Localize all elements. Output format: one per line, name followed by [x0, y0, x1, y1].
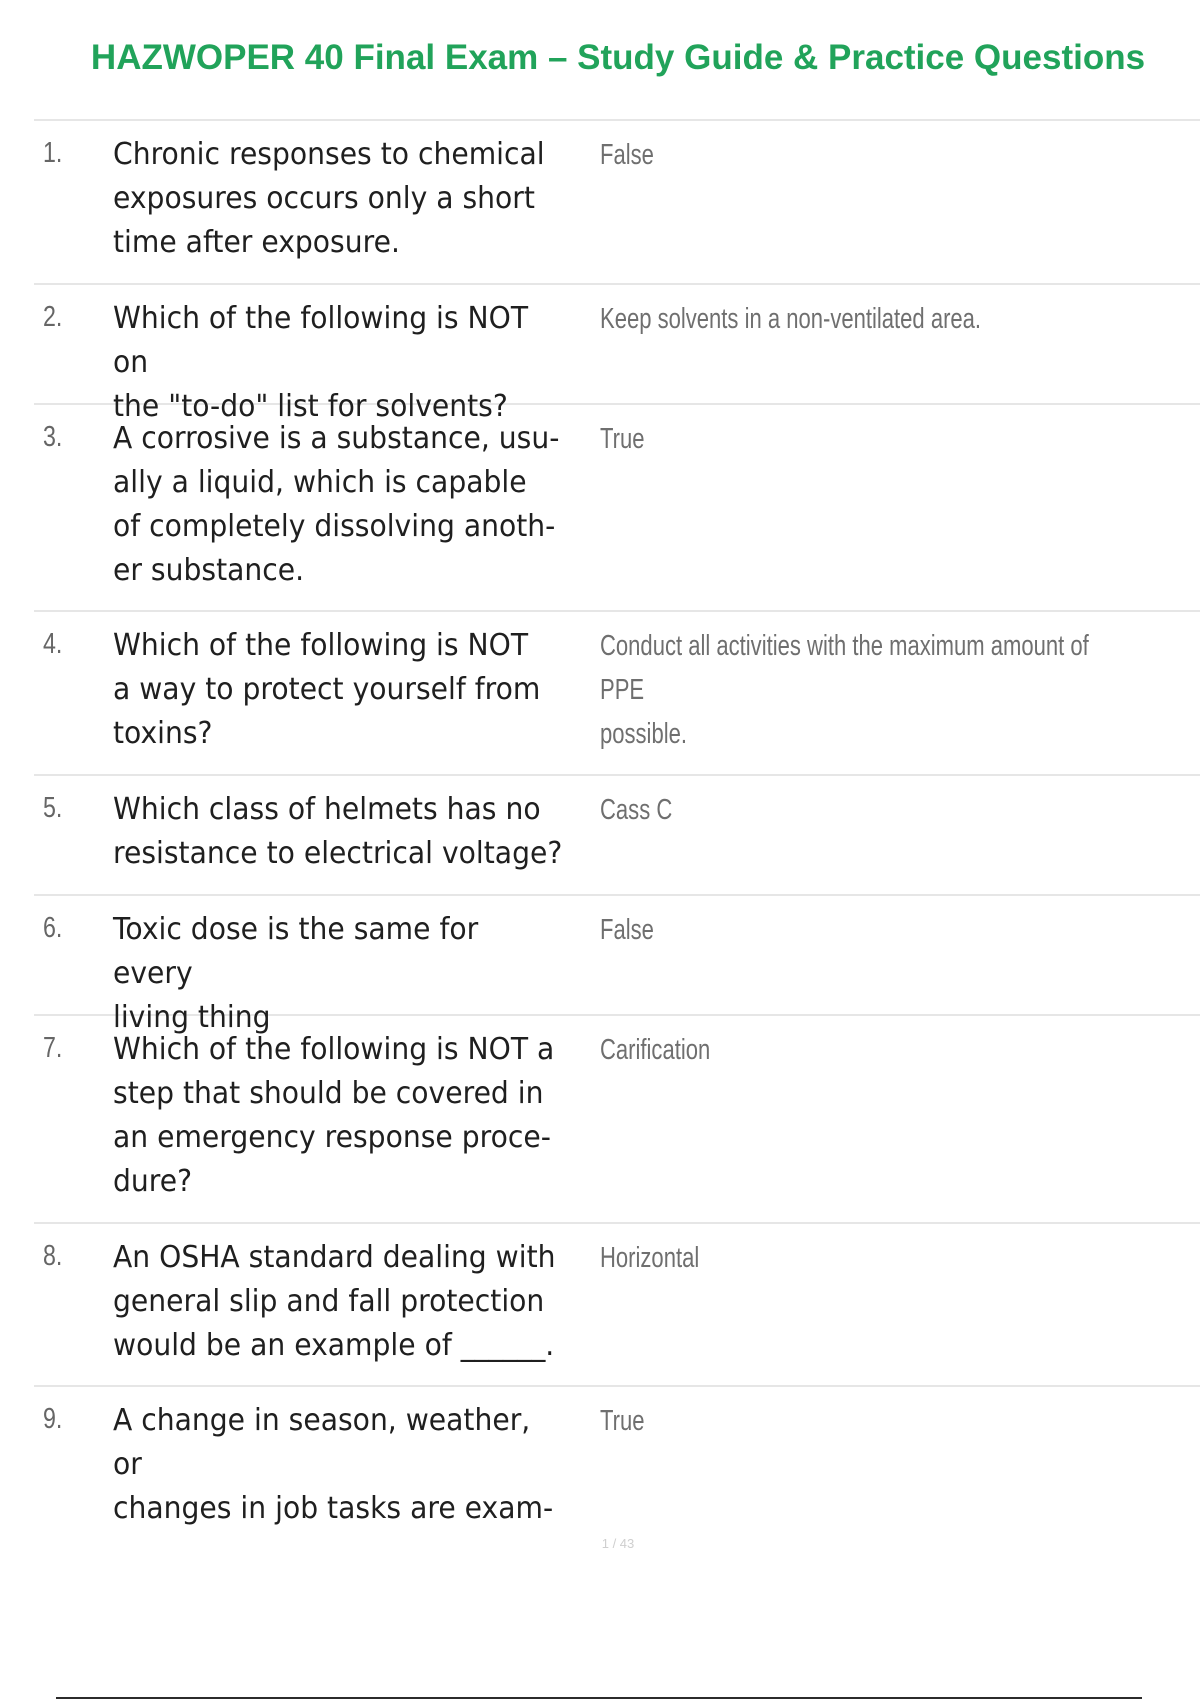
question-row-6 — [34, 896, 1200, 1035]
question-text: A corrosive is a substance, usu- ally a liquid, which is capable of completely dissolving anoth- er substance. — [113, 421, 560, 588]
answer-text: False — [600, 914, 654, 946]
question-number: 1. — [43, 137, 63, 169]
question-text: Which of the following is NOT on the "to-do" list for solvents? — [113, 301, 529, 424]
question-text: Toxic dose is the same for every living thing — [113, 912, 479, 1035]
question-list — [34, 121, 1200, 1526]
question-row-8 — [34, 1224, 1200, 1387]
question-number: 2. — [43, 301, 63, 333]
question-row-7 — [34, 1016, 1200, 1224]
question-number: 5. — [43, 792, 63, 824]
question-text: A change in season, weather, or changes in job tasks are exam- — [113, 1403, 554, 1526]
question-row-5 — [34, 776, 1200, 896]
question-number: 9. — [43, 1403, 63, 1435]
answer-text: Carification — [600, 1034, 711, 1066]
answer-text: False — [600, 139, 654, 171]
question-number: 7. — [43, 1032, 63, 1064]
question-text: An OSHA standard dealing with general slip and fall protection would be an example of ______. — [113, 1240, 556, 1363]
question-row-9 — [34, 1387, 1200, 1526]
answer-text: True — [600, 423, 645, 455]
answer-text: Cass C — [600, 794, 673, 826]
question-text: Chronic responses to chemical exposures occurs only a short time after exposure. — [113, 137, 545, 260]
question-text: Which of the following is NOT a step that should be covered in an emergency response proce- dure? — [113, 1032, 555, 1199]
question-row-1 — [34, 121, 1200, 285]
document-title: HAZWOPER 40 Final Exam – Study Guide & Practice Questions — [90, 38, 1146, 77]
question-number: 8. — [43, 1240, 63, 1272]
answer-text: Keep solvents in a non-ventilated area. — [600, 303, 982, 335]
question-row-2 — [34, 285, 1200, 424]
question-number: 4. — [43, 628, 63, 660]
question-row-4 — [34, 612, 1200, 776]
answer-text: True — [600, 1405, 645, 1437]
answer-text: Horizontal — [600, 1242, 700, 1274]
footer-rule — [56, 1697, 1142, 1699]
question-text: Which class of helmets has no resistance to electrical voltage? — [113, 792, 563, 871]
question-text: Which of the following is NOT a way to protect yourself from toxins? — [113, 628, 541, 751]
question-number: 3. — [43, 421, 63, 453]
question-row-3 — [34, 405, 1200, 612]
question-number: 6. — [43, 912, 63, 944]
answer-text: Conduct all activities with the maximum amount of PPE possible. — [600, 630, 1089, 750]
page-number: 1 / 43 — [601, 1536, 635, 1551]
